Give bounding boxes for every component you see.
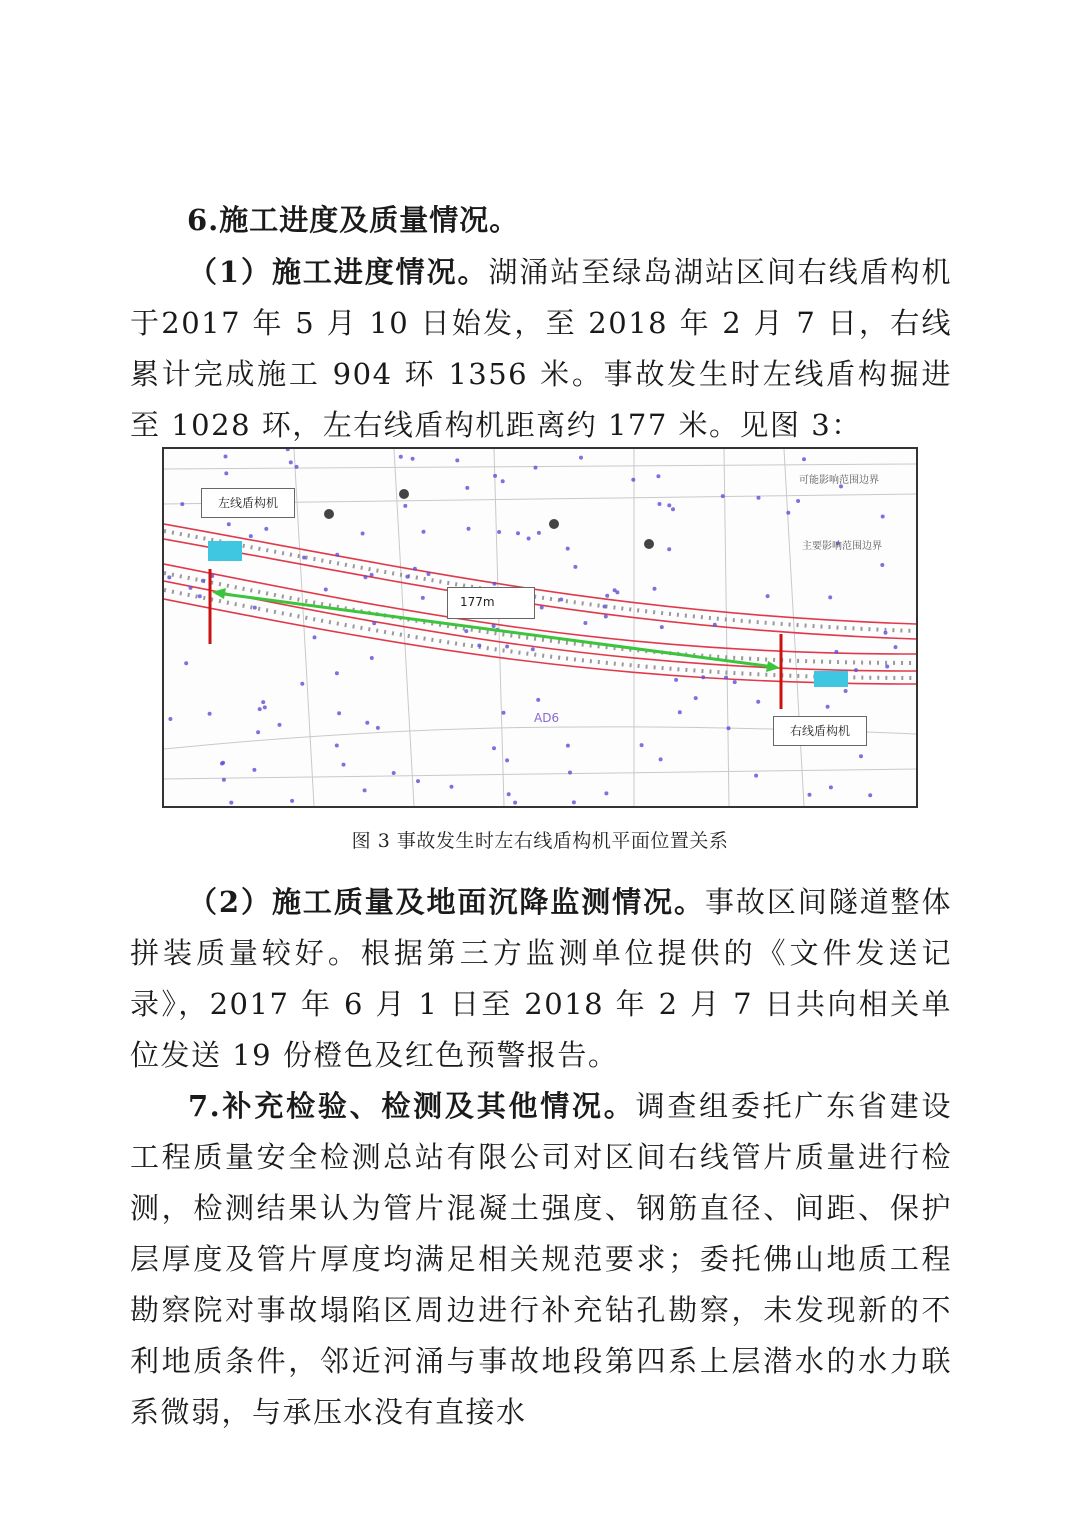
- survey-point: [189, 586, 193, 590]
- survey-point: [335, 744, 339, 748]
- survey-point: [208, 712, 212, 716]
- survey-point: [464, 629, 468, 633]
- paragraph-text: 湖涌站至绿岛湖站区间右线盾构机于2017 年 5 月 10 日始发，至 2018 年 2 月 7 日，右线累计完成施工 904 环 1356 米。事故发生时左线盾构掘进至 1028 环，左右线盾构机距离约 177 米。见图 3：: [130, 255, 952, 442]
- survey-point: [220, 762, 224, 766]
- survey-point: [667, 547, 671, 551]
- survey-point: [884, 631, 888, 635]
- figure-caption: 图 3 事故发生时左右线盾构机平面位置关系: [351, 830, 729, 852]
- survey-point: [834, 650, 838, 654]
- paragraph-lead: （1）施工进度情况。: [188, 255, 489, 289]
- survey-point: [361, 532, 365, 536]
- survey-point: [256, 730, 260, 734]
- survey-point: [566, 744, 570, 748]
- survey-point: [302, 556, 306, 560]
- survey-point: [537, 531, 541, 535]
- survey-point: [413, 567, 417, 571]
- survey-point: [885, 665, 889, 669]
- distance-arrow-head-right: [766, 661, 780, 672]
- survey-point: [894, 645, 898, 649]
- survey-point: [527, 537, 531, 541]
- survey-point: [631, 478, 635, 482]
- left-machine-block: [208, 541, 242, 561]
- survey-point: [253, 606, 257, 610]
- survey-point: [364, 575, 368, 579]
- survey-point: [421, 596, 425, 600]
- survey-point: [403, 504, 407, 508]
- survey-point: [392, 771, 396, 775]
- survey-point: [372, 621, 376, 625]
- survey-point: [694, 696, 698, 700]
- survey-point: [168, 717, 172, 721]
- map-boundary-text: 可能影响范围边界: [799, 475, 879, 486]
- survey-point: [579, 456, 583, 460]
- survey-point: [667, 503, 671, 507]
- survey-point: [300, 682, 304, 686]
- survey-point: [313, 635, 317, 639]
- survey-point: [467, 527, 471, 531]
- survey-point: [286, 449, 290, 451]
- survey-point: [656, 474, 660, 478]
- tunnel-band-line: [164, 539, 916, 639]
- right-machine-label: 右线盾构机: [773, 716, 867, 746]
- survey-point: [881, 515, 885, 519]
- survey-point: [455, 458, 459, 462]
- paragraph-text: 调查组委托广东省建设工程质量安全检测总站有限公司对区间右线管片质量进行检测，检测结果认为管片混凝土强度、钢筋直径、间距、保护层厚度及管片厚度均满足相关规范要求；委托佛山地质工程勘察院对事故塌陷区周边进行补充钻孔勘察，未发现新的不利地质条件，邻近河涌与事故地段第四系上层潜水的水力联系微弱，与承压水没有直接水: [130, 1089, 952, 1429]
- section-heading: 6.施工进度及质量情况。: [187, 203, 520, 237]
- survey-point: [249, 534, 253, 538]
- survey-point: [198, 594, 202, 598]
- survey-point: [583, 621, 587, 625]
- survey-point: [757, 496, 761, 500]
- survey-point: [713, 623, 717, 627]
- survey-point: [808, 793, 812, 797]
- survey-point: [252, 768, 256, 772]
- survey-point: [167, 575, 171, 579]
- survey-point: [829, 785, 833, 789]
- survey-point: [653, 587, 657, 591]
- survey-point: [370, 573, 374, 577]
- survey-point: [671, 507, 675, 511]
- survey-point: [513, 801, 517, 805]
- survey-point: [278, 723, 282, 727]
- survey-point: [290, 799, 294, 803]
- paragraph-lead: （2）施工质量及地面沉降监测情况。: [188, 885, 705, 919]
- survey-point: [370, 656, 374, 660]
- tunnel-band-line: [164, 564, 916, 654]
- survey-point: [604, 791, 608, 795]
- survey-point: [572, 800, 576, 804]
- survey-point: [224, 471, 228, 475]
- survey-point: [376, 726, 380, 730]
- survey-point: [854, 668, 858, 672]
- survey-point: [604, 615, 608, 619]
- survey-point: [796, 499, 800, 503]
- map-well-symbol: [549, 519, 559, 529]
- map-well-symbol: [324, 509, 334, 519]
- survey-point: [201, 579, 205, 583]
- survey-point: [733, 680, 737, 684]
- survey-point: [342, 763, 346, 767]
- survey-point: [507, 792, 511, 796]
- paragraph-progress: [130, 247, 952, 451]
- survey-point: [229, 801, 233, 805]
- survey-point: [756, 700, 760, 704]
- survey-point: [802, 457, 806, 461]
- survey-point: [505, 645, 509, 649]
- survey-point: [295, 465, 299, 469]
- survey-point: [605, 594, 609, 598]
- survey-point: [399, 455, 403, 459]
- survey-point: [337, 711, 341, 715]
- map-well-symbol: [399, 489, 409, 499]
- survey-point: [405, 575, 409, 579]
- right-machine-block: [814, 671, 848, 687]
- survey-point: [540, 606, 544, 610]
- survey-point: [859, 754, 863, 758]
- tunnel-band-line: [164, 599, 916, 684]
- paragraph-quality: [130, 877, 952, 1081]
- survey-point: [721, 494, 725, 498]
- survey-point: [531, 647, 535, 651]
- survey-point: [727, 726, 731, 730]
- survey-point: [828, 595, 832, 599]
- survey-point: [493, 582, 497, 586]
- survey-point: [492, 746, 496, 750]
- survey-point: [365, 721, 369, 725]
- left-machine-label: 左线盾构机: [201, 488, 295, 518]
- survey-point: [603, 605, 607, 609]
- survey-point: [868, 793, 872, 797]
- survey-point: [505, 758, 509, 762]
- survey-point: [477, 644, 481, 648]
- map-road-line: [164, 769, 916, 779]
- survey-point: [180, 502, 184, 506]
- survey-point: [678, 710, 682, 714]
- distance-arrow-head-left: [212, 588, 226, 599]
- survey-point: [422, 530, 426, 534]
- survey-point: [502, 711, 506, 715]
- survey-point: [568, 771, 572, 775]
- figure-tunnel-plan: [162, 447, 918, 808]
- survey-point: [536, 698, 540, 702]
- survey-point: [640, 743, 644, 747]
- survey-point: [411, 457, 415, 461]
- survey-point: [261, 700, 265, 704]
- map-well-symbol: [644, 539, 654, 549]
- survey-point: [880, 563, 884, 567]
- survey-point: [497, 530, 501, 534]
- survey-point: [450, 785, 454, 789]
- survey-point: [427, 572, 431, 576]
- survey-point: [674, 678, 678, 682]
- survey-point: [701, 675, 705, 679]
- survey-point: [613, 588, 617, 592]
- survey-point: [227, 522, 231, 526]
- map-influence-text: 主要影响范围边界: [802, 541, 882, 552]
- survey-point: [335, 553, 339, 557]
- survey-point: [264, 527, 268, 531]
- map-road-line: [784, 449, 804, 806]
- survey-point: [826, 705, 830, 709]
- survey-point: [258, 707, 262, 711]
- survey-point: [335, 671, 339, 675]
- survey-point: [465, 486, 469, 490]
- survey-point: [559, 598, 563, 602]
- map-station-text: AD6: [534, 711, 560, 725]
- survey-point: [766, 594, 770, 598]
- map-road-line: [494, 449, 504, 806]
- survey-point: [416, 779, 420, 783]
- distance-label: 177m: [447, 587, 535, 619]
- survey-point: [844, 689, 848, 693]
- survey-point: [659, 757, 663, 761]
- survey-point: [754, 774, 758, 778]
- survey-point: [363, 788, 367, 792]
- tunnel-band-line: [164, 581, 916, 671]
- survey-point: [501, 479, 505, 483]
- survey-point: [660, 625, 664, 629]
- survey-point: [324, 588, 328, 592]
- survey-point: [289, 460, 293, 464]
- survey-point: [573, 565, 577, 569]
- survey-point: [516, 531, 520, 535]
- paragraph-text: 事故区间隧道整体拼装质量较好。根据第三方监测单位提供的《文件发送记录》，2017 年 6 月 1 日至 2018 年 2 月 7 日共向相关单位发送 19 份橙色及红色预警报告。: [130, 885, 952, 1072]
- survey-point: [534, 466, 538, 470]
- survey-point: [724, 676, 728, 680]
- survey-point: [492, 624, 496, 628]
- map-road-line: [164, 464, 916, 469]
- survey-point: [184, 661, 188, 665]
- survey-point: [658, 502, 662, 506]
- survey-point: [786, 511, 790, 515]
- survey-point: [224, 455, 228, 459]
- survey-point: [263, 705, 267, 709]
- survey-point: [493, 474, 497, 478]
- paragraph-inspection: [130, 1081, 952, 1438]
- survey-point: [566, 547, 570, 551]
- survey-point: [222, 778, 226, 782]
- paragraph-lead: 7.补充检验、检测及其他情况。: [188, 1089, 636, 1123]
